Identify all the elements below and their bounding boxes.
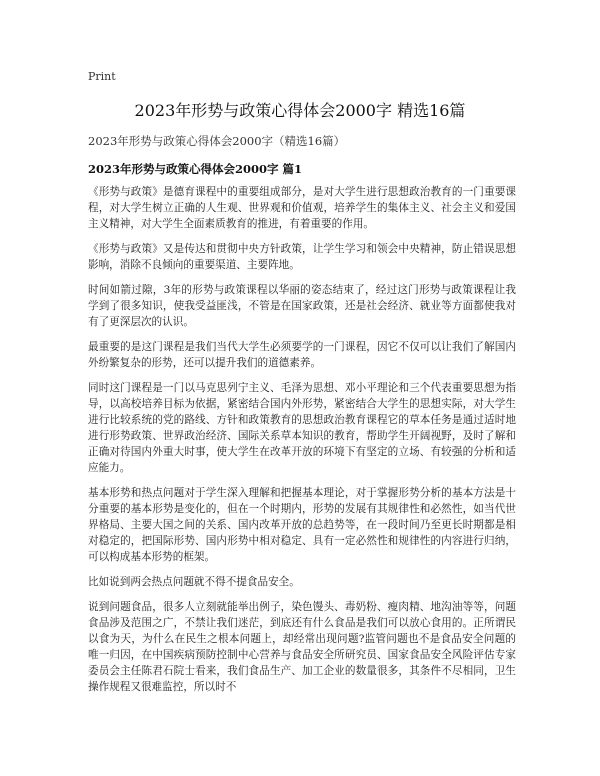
- document-subtitle: 2023年形势与政策心得体会2000字（精选16篇）: [88, 134, 346, 148]
- page-title: 2023年形势与政策心得体会2000字 精选16篇: [134, 101, 466, 120]
- paragraph: 《形势与政策》是德育课程中的重要组成部分，是对大学生进行思想政治教育的一门重要课程，对大学生树立正确的人生观、世界观和价值观，培养学生的集体主义、社会主义和爱国主义精神，对大学生全面素质教育的推进，有着重要的作用。: [88, 186, 516, 230]
- paragraph: 比如说到两会热点问题就不得不提食品安全。: [88, 576, 300, 588]
- section-heading: 2023年形势与政策心得体会2000字 篇1: [88, 162, 303, 176]
- article-body: [88, 184, 516, 704]
- paragraph: 《形势与政策》又是传达和贯彻中央方针政策，让学生学习和领会中央精神，防止错误思想影响，消除不良倾向的重要渠道、主要阵地。: [88, 243, 516, 271]
- paragraph: 说到问题食品，很多人立刻就能举出例子，染色馒头、毒奶粉、瘦肉精、地沟油等等，问题食品涉及范围之广，不禁让我们迷茫，到底还有什么食品是我们可以放心食用的。正所谓民以食为天，为什么在民生之根本问题上，却经常出现问题?监管问题也不是食品安全问题的唯一归因，在中国疾病预防控制中心营养与食品安全所研究员、国家食品安全风险评估专家委员会主任陈君石院士看来，我们食品生产、加工企业的数量很多，其条件不尽相同，卫生操作规程又很难监控，所以时不: [88, 601, 516, 693]
- paragraph: 最重要的是这门课程是我们当代大学生必须要学的一门课程，因它不仅可以让我们了解国内外纷繁复杂的形势，还可以提升我们的道德素养。: [88, 341, 516, 369]
- paragraph: 时间如箭过隙，3年的形势与政策课程以华丽的姿态结束了，经过这门形势与政策课程让我学到了很多知识，使我受益匪浅，不管是在国家政策，还是社会经济、就业等方面都使我对有了更深层次的认识。: [88, 284, 516, 328]
- paragraph: 同时这门课程是一门以马克思列宁主义、毛泽为思想、邓小平理论和三个代表重要思想为指导，以高校培养目标为依据，紧密结合国内外形势，紧密结合大学生的思想实际，对大学生进行比较系统的党的路线、方针和政策教育的思想政治教育课程它的草本任务是通过适时地进行形势政策、世界政治经济、国际关系草本知识的教育，帮助学生开阔视野，及时了解和正确对待国内外重大时事，使大学生在改革开放的环境下有坚定的立场、有较强的分析和适应能力。: [88, 382, 516, 474]
- paragraph: 基本形势和热点问题对于学生深入理解和把握基本理论，对于掌握形势分析的基本方法是十分重要的基本形势是变化的，但在一个时期内，形势的发展有其规律性和必然性，如当代世界格局、主要大国之间的关系、国内改革开放的总趋势等，在一段时间乃至更长时期都是相对稳定的，把国际形势、国内形势中相对稳定、具有一定必然性和规律性的内容进行归纳，可以构成基本形势的框架。: [88, 487, 516, 563]
- print-link[interactable]: Print: [88, 70, 116, 83]
